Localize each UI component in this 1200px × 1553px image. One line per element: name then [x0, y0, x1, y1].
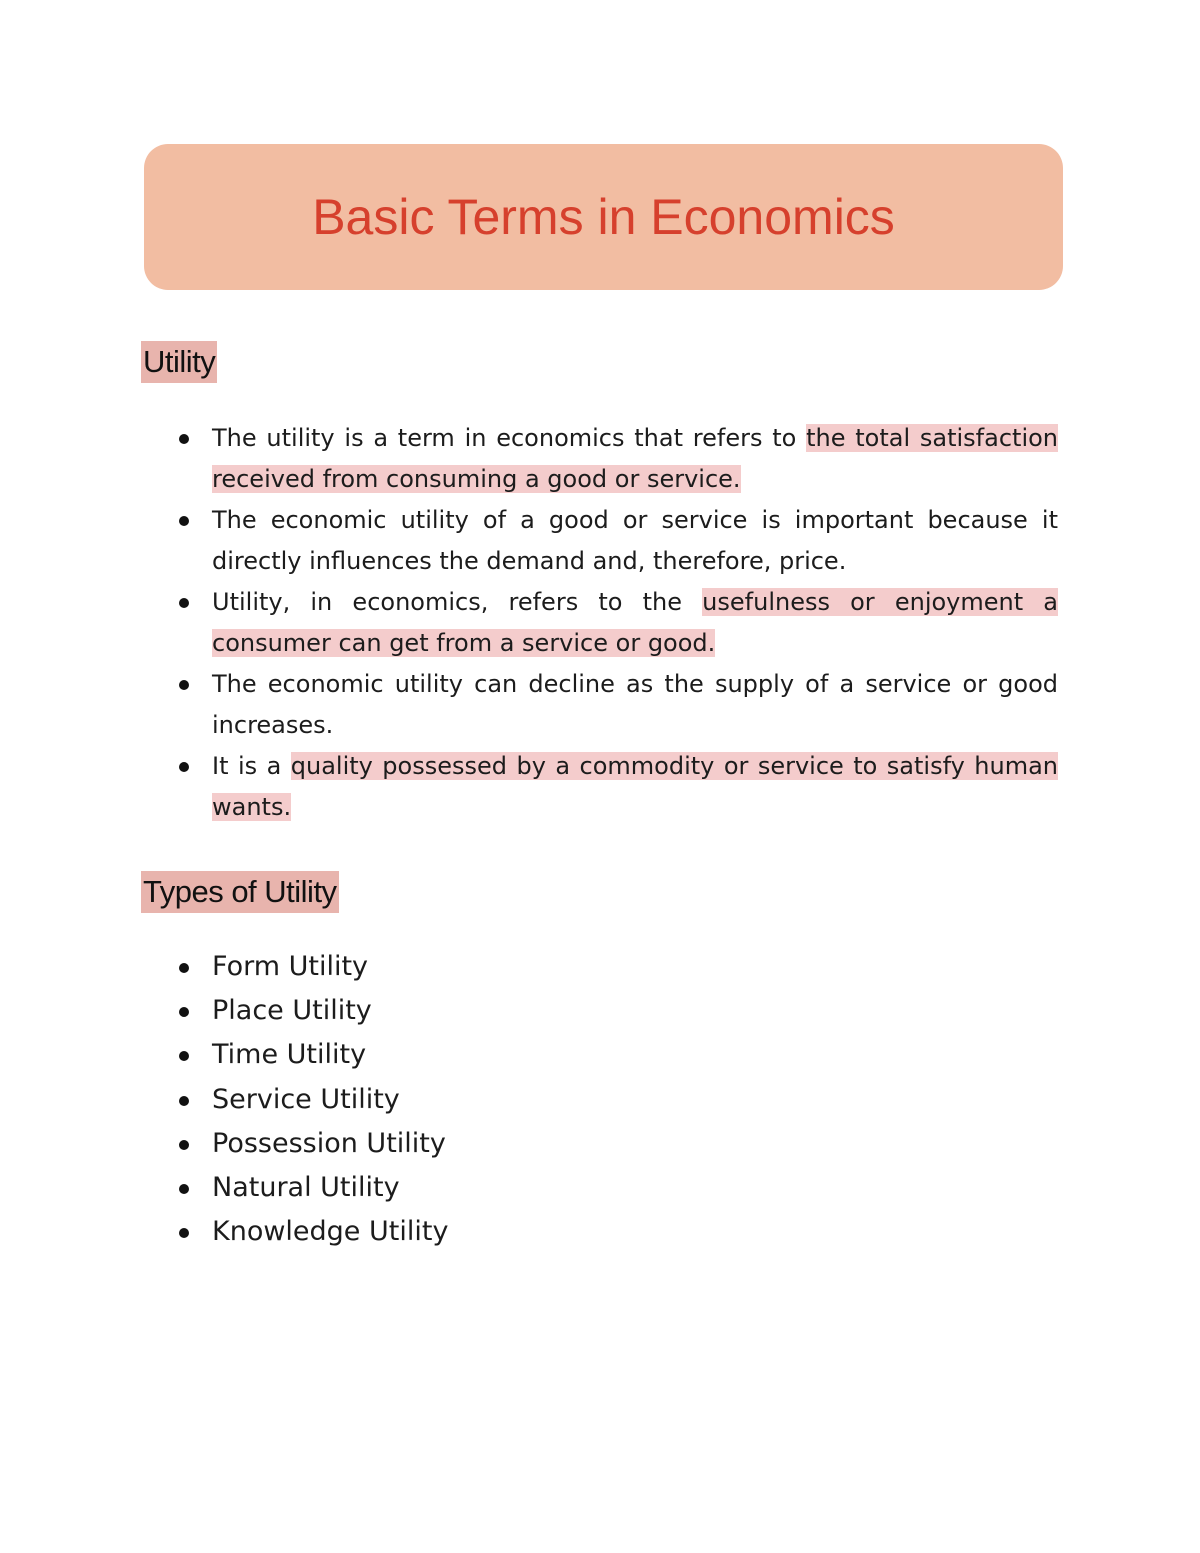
list-item-label: Form Utility	[212, 951, 369, 982]
list-item	[212, 746, 1058, 828]
list-item	[212, 1122, 1058, 1166]
page-title: Basic Terms in Economics	[312, 189, 895, 245]
utility-points-list	[212, 418, 1058, 828]
highlighted-text: quality possessed by a commodity or service to satisfy human wants.	[212, 752, 1058, 821]
bullet-icon	[179, 1184, 189, 1194]
bullet-icon	[179, 1007, 189, 1017]
list-item	[212, 989, 1058, 1033]
highlighted-text: usefulness or enjoyment a consumer can get from a service or good.	[212, 588, 1059, 657]
list-item-label: Natural Utility	[212, 1172, 400, 1204]
list-item	[212, 1210, 1058, 1254]
list-item-label: Place Utility	[212, 995, 372, 1027]
bullet-icon	[179, 1228, 189, 1238]
list-item-label: Service Utility	[212, 1083, 400, 1115]
list-item-label: Knowledge Utility	[212, 1216, 449, 1248]
bullet-icon	[179, 680, 189, 690]
section-heading-utility: Utility	[141, 341, 217, 383]
bullet-icon	[179, 434, 189, 444]
bullet-icon	[179, 1140, 189, 1150]
section-heading-types-of-utility: Types of Utility	[141, 871, 339, 913]
list-item	[212, 1033, 1058, 1077]
point-text: The utility is a term in economics that refers to	[212, 424, 807, 452]
list-item	[212, 945, 1058, 989]
list-item	[212, 664, 1058, 746]
list-item	[212, 582, 1058, 664]
list-item	[212, 1078, 1058, 1122]
list-item	[212, 500, 1058, 582]
point-text: It is a	[212, 752, 291, 780]
point-text: Utility, in economics, refers to the	[212, 588, 703, 616]
bullet-icon	[179, 762, 189, 772]
title-banner	[144, 144, 1063, 290]
list-item	[212, 1166, 1058, 1210]
point-text: The economic utility of a good or service is important because it directly influences the demand and, therefore, price.	[212, 506, 1058, 575]
list-item-label: Possession Utility	[212, 1127, 446, 1159]
bullet-icon	[179, 516, 189, 526]
bullet-icon	[179, 1051, 189, 1061]
bullet-icon	[179, 598, 189, 608]
bullet-icon	[179, 963, 189, 973]
list-item-label: Time Utility	[212, 1039, 367, 1071]
point-text: The economic utility can decline as the supply of a service or good increases.	[212, 670, 1058, 739]
highlighted-text: the total satisfaction received from consuming a good or service.	[212, 424, 1059, 493]
utility-types-list	[212, 945, 1058, 1254]
bullet-icon	[179, 1096, 189, 1106]
list-item	[212, 418, 1058, 500]
